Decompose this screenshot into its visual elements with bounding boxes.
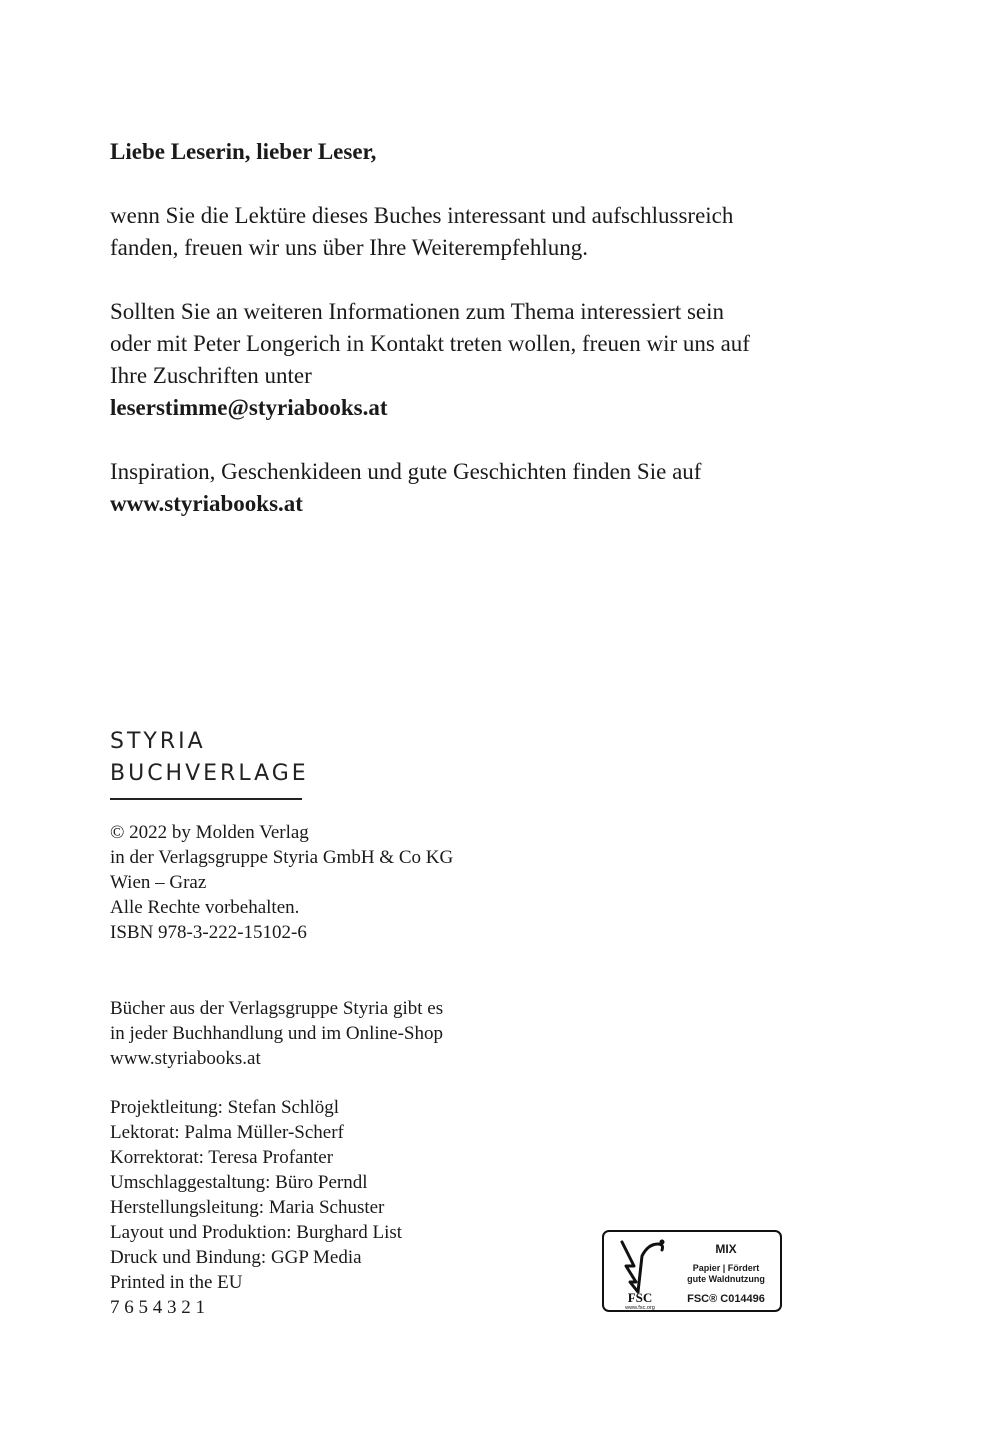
logo-line-buchverlage: BUCHVERLAGE [110, 761, 309, 786]
publisher-logo [110, 726, 309, 800]
credit-line: Projektleitung: Stefan Schlögl [110, 1097, 340, 1118]
paragraph-website [110, 456, 830, 520]
credit-line: Druck und Bindung: GGP Media [110, 1247, 362, 1268]
print-run-numbers: 7 6 5 4 3 2 1 [110, 1297, 205, 1318]
fsc-url: www.fsc.org [625, 1305, 655, 1310]
imprint-line: Bücher aus der Verlagsgruppe Styria gibt es [110, 998, 444, 1019]
fsc-tree-checkmark-icon [612, 1236, 668, 1310]
imprint-shop [110, 996, 590, 1071]
credit-line: Herstellungsleitung: Maria Schuster [110, 1197, 385, 1218]
fsc-license-code: FSC® C014496 [687, 1293, 765, 1305]
fsc-desc-line: gute Waldnutzung [687, 1274, 765, 1284]
imprint-credits [110, 1095, 590, 1320]
imprint-line: Alle Rechte vorbehalten. [110, 897, 300, 918]
fsc-description [672, 1263, 780, 1285]
fsc-desc-line: Papier | Fördert [692, 1263, 760, 1273]
logo-line-styria: STYRIA [110, 729, 206, 754]
credit-line: Printed in the EU [110, 1272, 243, 1293]
contact-email: leserstimme@styriabooks.at [110, 395, 388, 420]
text-line: wenn Sie die Lektüre dieses Buches interessant und aufschlussreich [110, 203, 734, 228]
greeting: Liebe Leserin, lieber Leser, [110, 139, 377, 164]
text-line: oder mit Peter Longerich in Kontakt treten wollen, freuen wir uns auf [110, 331, 750, 356]
credit-line: Umschlaggestaltung: Büro Perndl [110, 1172, 368, 1193]
imprint-line: in der Verlagsgruppe Styria GmbH & Co KG [110, 847, 454, 868]
text-line: Inspiration, Geschenkideen und gute Geschichten finden Sie auf [110, 459, 702, 484]
imprint-copyright [110, 820, 590, 945]
text-line: Sollten Sie an weiteren Informationen zum Thema interessiert sein [110, 299, 725, 324]
imprint-line: www.styriabooks.at [110, 1048, 261, 1069]
fsc-logo-text: FSC [627, 1290, 653, 1305]
imprint-line: © 2022 by Molden Verlag [110, 822, 309, 843]
logo-underline [110, 798, 302, 800]
credit-line: Korrektorat: Teresa Profanter [110, 1147, 334, 1168]
isbn: ISBN 978-3-222-15102-6 [110, 922, 307, 943]
imprint-line: Wien – Graz [110, 872, 207, 893]
credit-line: Lektorat: Palma Müller-Scherf [110, 1122, 344, 1143]
fsc-label [602, 1230, 782, 1312]
text-line: Ihre Zuschriften unter [110, 363, 312, 388]
imprint-line: in jeder Buchhandlung und im Online-Shop [110, 1023, 443, 1044]
credit-line: Layout und Produktion: Burghard List [110, 1222, 403, 1243]
paragraph-recommendation [110, 200, 830, 264]
fsc-mix-label: MIX [715, 1242, 737, 1256]
website-link: www.styriabooks.at [110, 491, 303, 516]
paragraph-contact [110, 296, 830, 424]
reader-letter [110, 136, 830, 552]
text-line: fanden, freuen wir uns über Ihre Weiterempfehlung. [110, 235, 588, 260]
